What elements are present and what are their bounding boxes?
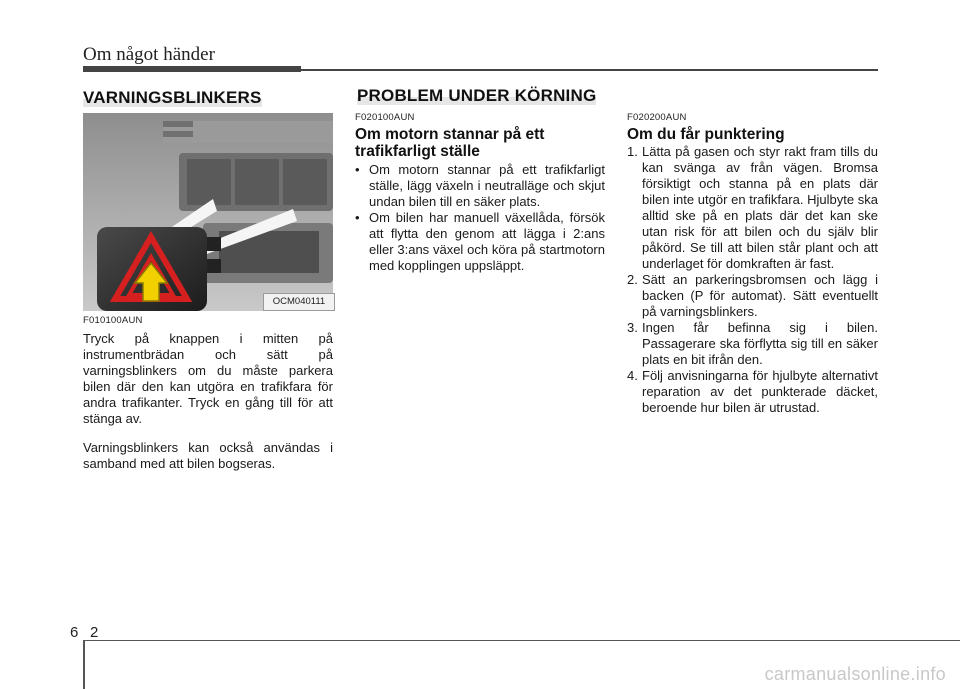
subheading-engine-stalls: Om motorn stannar på ett trafikfarligt ställe [355,126,545,160]
engine-stalls-list [355,162,605,274]
section-title-driving-problems: PROBLEM UNDER KÖRNING [357,86,597,105]
header-rule-thick [83,66,301,72]
chapter-number: 6 [70,624,79,641]
hazard-paragraph-1: Tryck på knappen i mitten på instrumentbrädan och sätt på varningsblinkers om du måste parkera bilen där den kan utgöra en trafikfara för andra trafikanter. Tryck en gång till för att stänga av. [83,331,333,426]
subheading-flat-tire: Om du får punktering [627,126,785,143]
step-number: 1. [627,144,638,159]
hazard-paragraph-2: Varningsblinkers kan också användas i samband med att bilen bogseras. [83,440,333,471]
page-header-title: Om något händer [83,44,215,65]
list-item-text: Följ anvisningarna för hjulbyte alternativt reparation av det punkterade däcket, beroende hur bilen är utrustad. [642,368,878,415]
step-number: 2. [627,272,638,287]
step-number: 3. [627,320,638,335]
header-rule-thin [301,69,878,71]
bullet-marker: • [355,210,360,225]
section-code: F020100AUN [355,112,415,123]
section-code: F010100AUN [83,315,143,326]
bullet-marker: • [355,162,360,177]
list-item [355,162,605,210]
list-item [355,210,605,274]
photo-caption: OCM040111 [263,293,335,311]
list-item-text: Ingen får befinna sig i bilen. Passagerare ska förflytta sig till en säker plats en bit ifrån den. [642,320,878,367]
list-item [627,272,878,320]
flat-tire-steps [627,144,878,416]
list-item-text: Lätta på gasen och styr rakt fram tills du kan svänga av från vägen. Bromsa försiktigt och stanna på en plats där bilen inte utgör en trafikfara. Hjulbyte ska alltid ske på en plats där det kan ske utan risk för att bilen och du själv blir påkörd. Se till att bilen står plant och att underlaget för domkraften är fast. [642,144,878,271]
section-code: F020200AUN [627,112,687,123]
footer-rule [83,640,960,641]
list-item [627,368,878,416]
footer-divider [83,640,85,689]
list-item-text: Om bilen har manuell växellåda, försök att flytta den genom att lägga i 2:ans eller 3:ans växel och köra på startmotorn med kopplingen uppsläppt. [369,210,605,273]
list-item [627,320,878,368]
list-item-text: Om motorn stannar på ett trafikfarligt ställe, lägg växeln i neutralläge och skjut undan bilen till en säker plats. [369,162,605,209]
hazard-button-illustration [83,113,333,311]
hazard-button-photo [83,113,333,311]
step-number: 4. [627,368,638,383]
section-title-hazard-lights: VARNINGSBLINKERS [83,88,262,107]
page-number: 2 [90,624,99,641]
watermark: carmanualsonline.info [764,664,946,684]
list-item-text: Sätt an parkeringsbromsen och lägg i backen (P för automat). Sätt eventuellt på varningsblinkers. [642,272,878,319]
list-item [627,144,878,272]
